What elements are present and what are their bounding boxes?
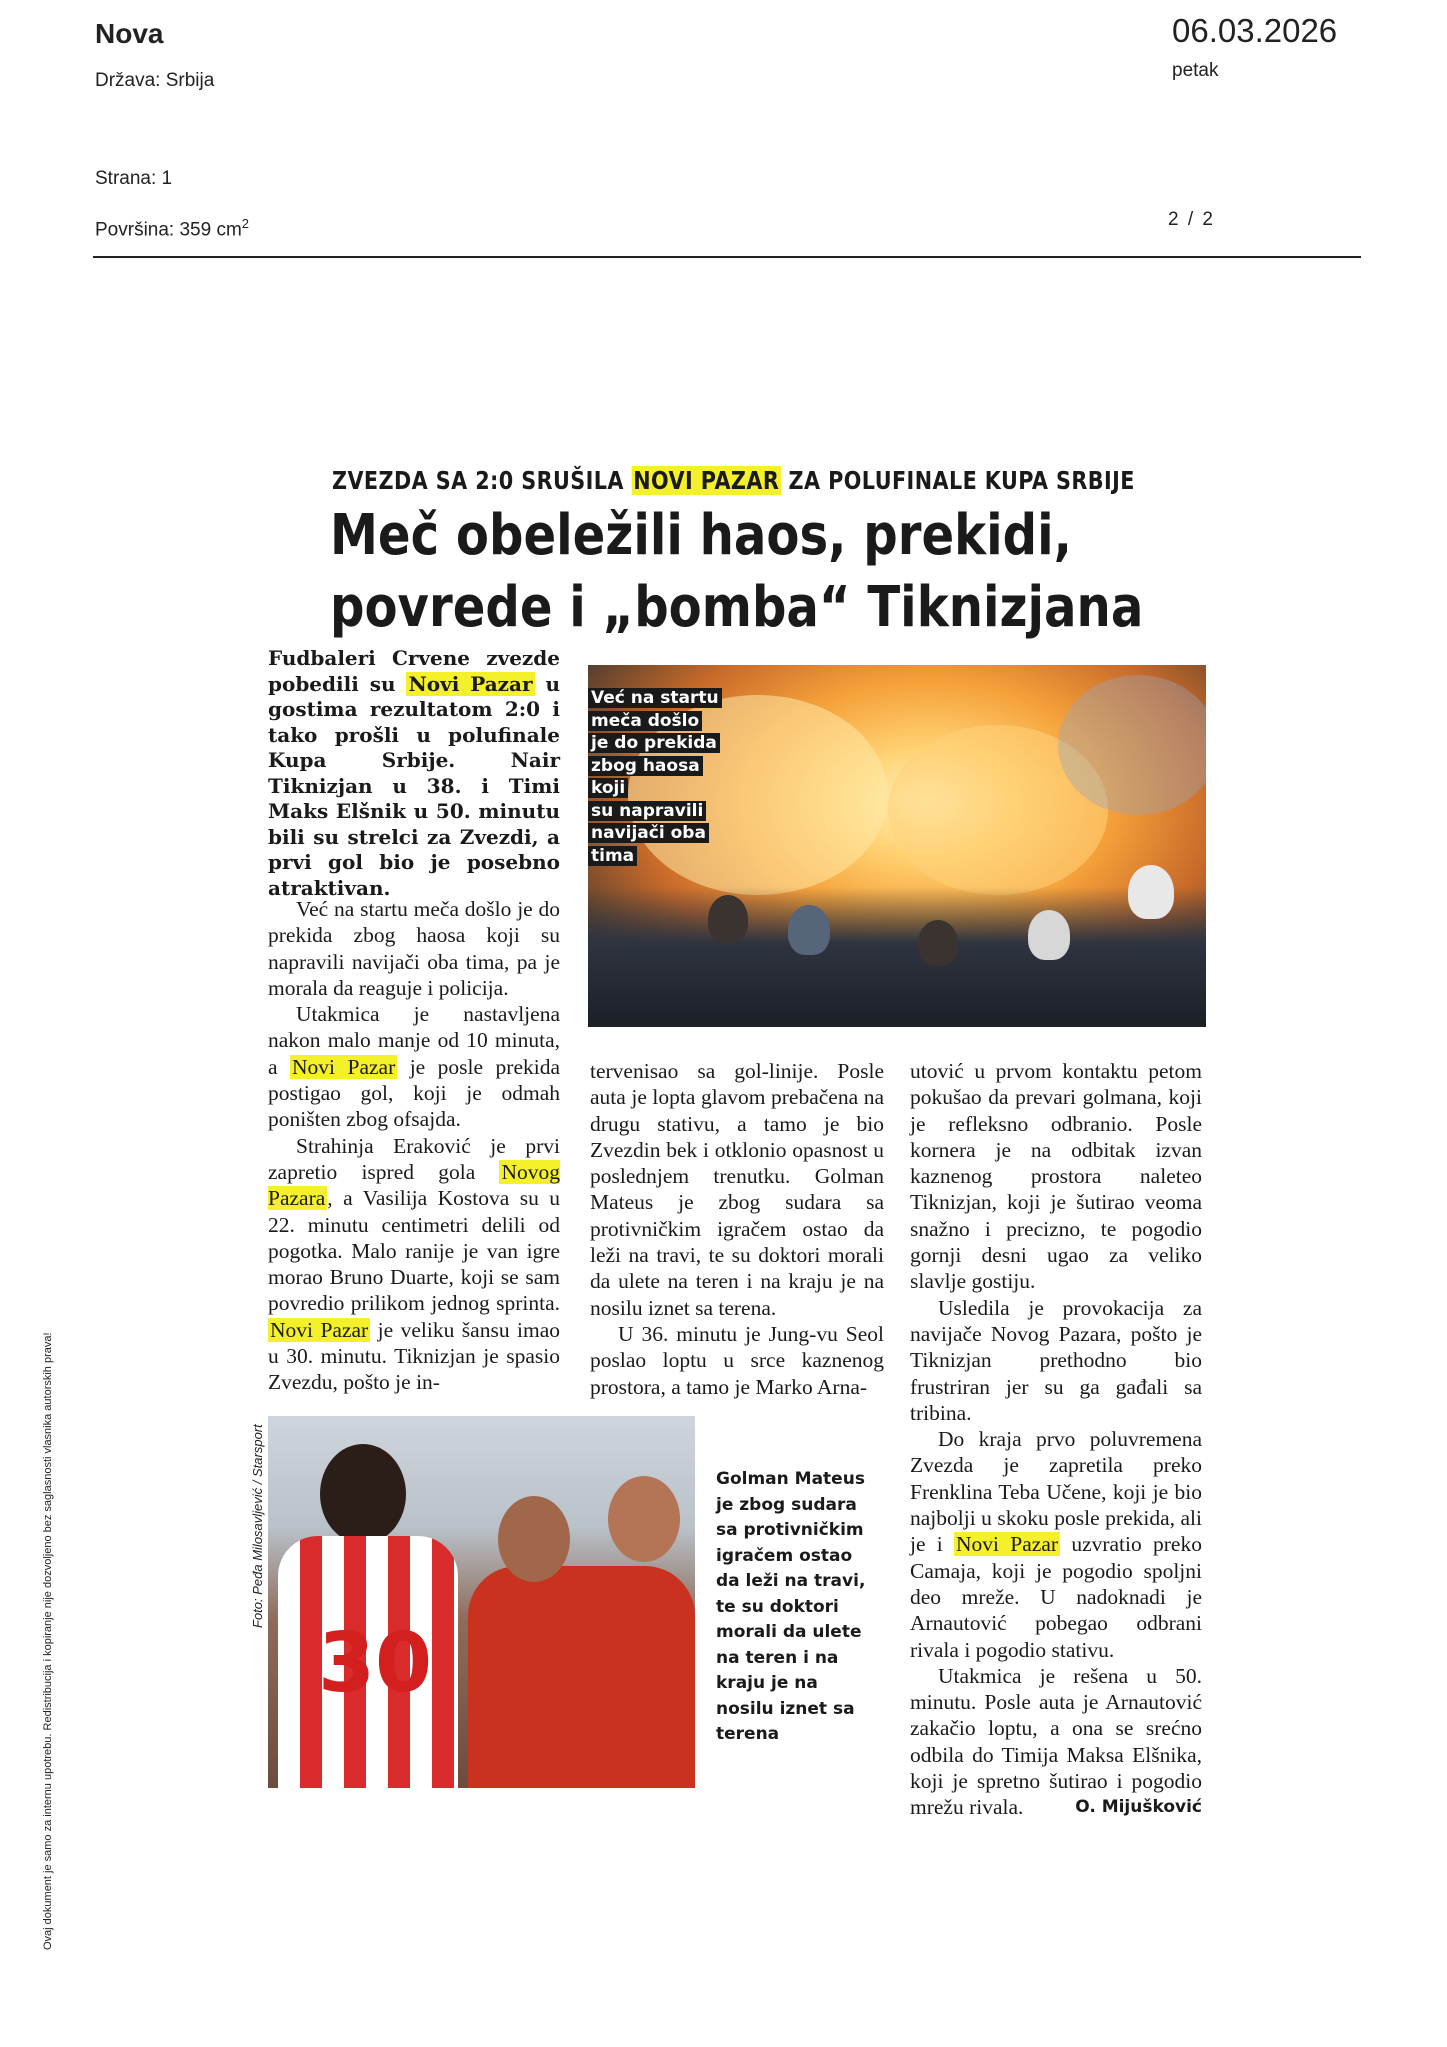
caption-line: tima bbox=[588, 846, 637, 866]
kicker-text-1: ZVEZDA SA 2:0 SRUŠILA bbox=[332, 466, 632, 495]
article-column-2 bbox=[590, 1058, 884, 1400]
paragraph: U 36. minutu je Jung-vu Seol poslao loptu u srce kaznenog prostora, a tamo je Marko Arna- bbox=[590, 1321, 884, 1399]
fan-head bbox=[708, 895, 748, 943]
country-label: Država: Srbija bbox=[95, 70, 215, 91]
text-span: , a Vasilija Kostova su u 22. minutu centimetri delili od pogotka. Malo ranije je van igre morao Bruno Duarte, koji se sam povredio prilikom jednog sprinta. bbox=[268, 1186, 560, 1316]
area-label bbox=[95, 216, 249, 241]
text-span: je posle prekida postigao gol, koji je odmah poništen zbog ofsajda. bbox=[268, 1054, 560, 1132]
crowd-shape bbox=[588, 887, 1206, 1027]
copyright-notice: Ovaj dokument je samo za internu upotrebu. Redistribucija i kopiranje nije dozvoljeno bez saglasnosti vlasnika autorskih prava! bbox=[42, 1332, 54, 1950]
medics-shape bbox=[468, 1566, 695, 1788]
text-span: Do kraja prvo poluvremena Zvezda je zapretila preko Frenklina Teba Učene, koji je bio najbolji u skoku posle prekida, ali je i bbox=[910, 1427, 1202, 1557]
header-divider bbox=[93, 256, 1361, 258]
paragraph bbox=[910, 1426, 1202, 1663]
paragraph: Već na startu meča došlo je do prekida zbog haosa koji su napravili navijači oba tima, pa je morala da reaguje i policija. bbox=[268, 897, 560, 1000]
page-number-label: Strana: 1 bbox=[95, 168, 173, 189]
text-span: uzvratio preko Camaja, koji je pogodio spoljni deo mreže. U nadoknadi je Arnautović pobegao odbrani rivala i pogodio stativu. bbox=[910, 1532, 1202, 1662]
paragraph bbox=[268, 1001, 560, 1132]
highlight-span: Novi Pazar bbox=[270, 1317, 369, 1342]
article-column-3 bbox=[910, 1058, 1202, 1821]
lead-text-2: u gostima rezultatom 2:0 i tako prošli u polufinale Kupa Srbije. Nair Tiknizjan u 38. i Timi Maks Elšnik u 50. minutu bili su strelci za Zvezdi, a prvi gol bio je posebno atraktivan. bbox=[268, 671, 560, 900]
fan-head bbox=[1028, 910, 1070, 960]
paragraph: utović u prvom kontaktu petom pokušao da prevari golmana, koji je refleksno odbranio. Posle kornera je na odbitak izvan kaznenog prostora naleteo Tiknizjan, koji je šutirao veoma snažno i precizno, te pogodio gornji desni ugao za veliko slavlje gostiju. bbox=[910, 1059, 1202, 1294]
highlight-span: Novog Pazara bbox=[268, 1159, 560, 1211]
paragraph: Usledila je provokacija za navijače Novog Pazara, pošto je Tiknizjan prethodno bio frustriran jer su ga gađali sa tribina. bbox=[910, 1295, 1202, 1425]
photo-caption-goalkeeper: Golman Mateus je zbog sudara sa protivničkim igračem ostao da leži na travi, te su doktori morali da ulete na teren i na kraju je na nosilu iznet sa terena bbox=[716, 1469, 866, 1744]
fan-head bbox=[1128, 865, 1174, 919]
photo-caption-fans bbox=[588, 687, 738, 867]
fan-head bbox=[918, 920, 958, 966]
paragraph bbox=[910, 1663, 1202, 1821]
caption-line: meča došlo bbox=[588, 711, 702, 731]
caption-line: navijači oba bbox=[588, 823, 709, 843]
text-span: Utakmica je rešena u 50. minutu. Posle auta je Arnautović zakačio loptu, a ona se srećno odbila do Timija Maksa Elšnika, koji je spretno šutirao i pogodio mrežu rivala. bbox=[910, 1663, 1202, 1820]
caption-line: zbog haosa koji bbox=[588, 756, 703, 799]
caption-line: su napravili bbox=[588, 801, 706, 821]
article-headline bbox=[330, 500, 1144, 644]
highlight-span: Novi Pazar bbox=[292, 1054, 396, 1079]
caption-line: je do prekida bbox=[588, 733, 720, 753]
article-author: O. Mijušković bbox=[1075, 1797, 1202, 1818]
photo-credit: Foto: Peđa Milosavljević / Starsport bbox=[250, 1424, 265, 1628]
paragraph: tervenisao sa gol-linije. Posle auta je lopta glavom prebačena na drugu stativu, a tamo je bio Zvezdin bek i otklonio opasnost u poslednjem trenutku. Golman Mateus je zbog sudara sa protivničkim igračem ostao da leži na travi, te su doktori morali da ulete na teren i na kraju je na nosilu iznet sa terena. bbox=[590, 1059, 884, 1320]
weekday-label: petak bbox=[1172, 60, 1219, 81]
source-name: Nova bbox=[95, 18, 164, 49]
lead-highlight: Novi Pazar bbox=[408, 671, 533, 696]
caption-line: Već na startu bbox=[588, 688, 722, 708]
headline-line-2: povrede i „bomba“ Tiknizjana bbox=[330, 575, 1144, 640]
page-counter: 2 / 2 bbox=[1168, 209, 1215, 230]
kicker-highlight: NOVI PAZAR bbox=[633, 466, 780, 495]
article-lead bbox=[268, 646, 560, 901]
area-value: Površina: 359 cm bbox=[95, 219, 242, 241]
paragraph bbox=[268, 1133, 560, 1396]
lead-text-1: Fudbaleri Crvene zvezde pobedili su bbox=[268, 646, 560, 696]
medic-head bbox=[608, 1476, 680, 1562]
text-span: Strahinja Eraković je prvi zapretio ispred gola bbox=[268, 1133, 560, 1184]
text-span: Utakmica je nastavljena nakon malo manje od 10 minuta, a bbox=[268, 1002, 560, 1079]
article-kicker bbox=[332, 466, 1135, 495]
publication-date: 06.03.2026 bbox=[1172, 12, 1338, 49]
injured-goalkeeper-photo bbox=[268, 1416, 695, 1788]
kicker-text-2: ZA POLUFINALE KUPA SRBIJE bbox=[780, 466, 1135, 495]
highlight-span: Novi Pazar bbox=[956, 1532, 1059, 1557]
area-exponent: 2 bbox=[241, 216, 250, 231]
text-span: je veliku šansu imao u 30. minutu. Tiknizjan je spasio Zvezdu, pošto je in- bbox=[268, 1317, 560, 1395]
fan-head bbox=[788, 905, 830, 955]
article-column-1 bbox=[268, 896, 560, 1396]
player-head bbox=[320, 1444, 406, 1544]
medic-head bbox=[498, 1496, 570, 1582]
headline-line-1: Meč obeležili haos, prekidi, bbox=[330, 503, 1072, 568]
smoke-shape bbox=[1058, 675, 1206, 815]
jersey-number: 30 bbox=[318, 1616, 433, 1711]
